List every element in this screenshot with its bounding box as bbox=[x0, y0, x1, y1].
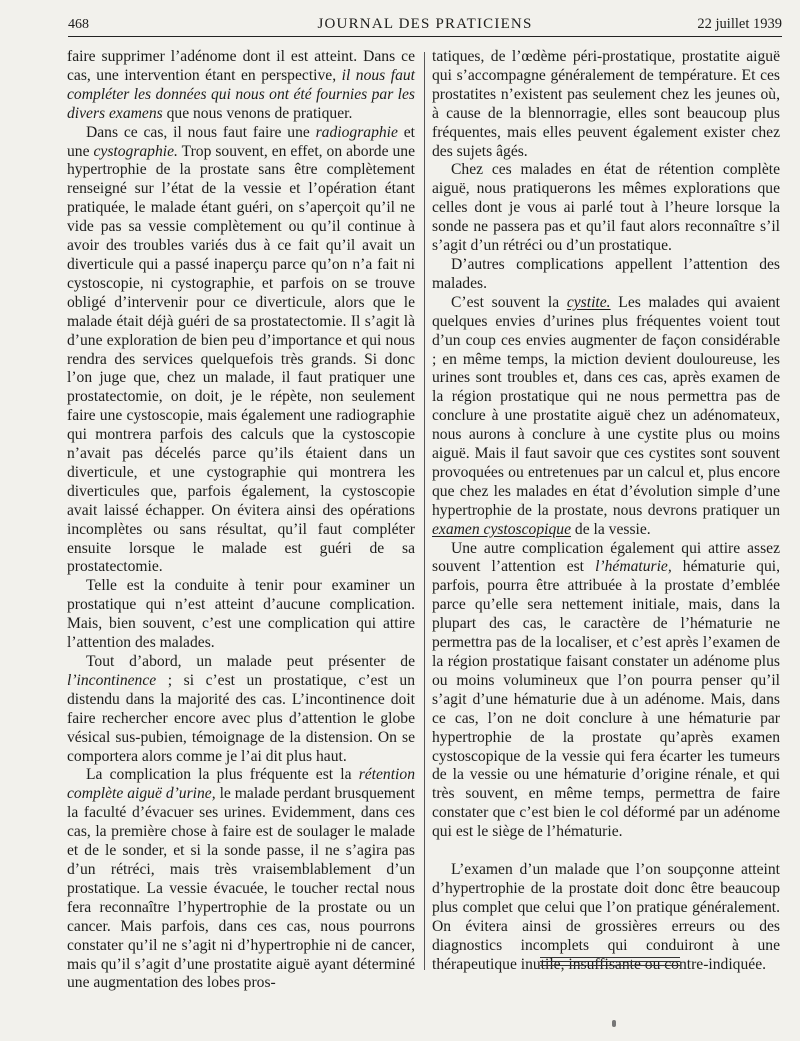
text-run: La complication la plus fréquente est la bbox=[86, 766, 359, 784]
page-number: 468 bbox=[68, 17, 89, 32]
italic-text: il nous faut compléter les données qui nous ont été fournies par les divers examens bbox=[67, 66, 415, 122]
closing-rule bbox=[540, 961, 680, 962]
print-speck bbox=[612, 1020, 616, 1027]
text-run: C’est souvent la bbox=[451, 293, 567, 311]
italic-text: cystographie. bbox=[93, 142, 178, 160]
journal-title: JOURNAL DES PRATICIENS bbox=[317, 16, 533, 32]
paragraph: Telle est la conduite à tenir pour examiner un prostatique qui n’est atteint d’aucune complication. Mais, bien souvent, c’est une complication qui attire l’attention des malades. bbox=[67, 577, 415, 652]
paragraph bbox=[67, 653, 415, 766]
italic-text: examen cystoscopique bbox=[432, 520, 571, 538]
text-run: que nous venons de pratiquer. bbox=[162, 104, 353, 122]
text-run: Une autre complication également qui attire assez souvent l’attention est bbox=[432, 539, 780, 576]
italic-text: l’incontinence bbox=[67, 671, 157, 689]
closing-rule bbox=[540, 957, 680, 958]
paragraph: D’autres complications appellent l’attention des malades. bbox=[432, 255, 780, 292]
text-run: Dans ce cas, il nous faut faire une bbox=[86, 123, 316, 141]
paragraph: L’examen d’un malade que l’on soupçonne atteint d’hypertrophie de la prostate doit donc être beaucoup plus complet que celui que l’on pratique généralement. On évitera ainsi de grossières erreurs ou des diagnostics incomplets qui conduiront à une thérapeutique inutile, insuffisante ou contre-indiquée. bbox=[432, 861, 780, 973]
paragraph bbox=[67, 48, 415, 124]
left-column bbox=[67, 48, 415, 993]
text-run: et une bbox=[67, 123, 415, 160]
page-header bbox=[68, 14, 782, 37]
italic-text: rétention complète aiguë d’urine, bbox=[67, 766, 415, 803]
text-run: de la vessie. bbox=[571, 520, 651, 538]
column-divider bbox=[424, 52, 425, 970]
text-run: ; si c’est un prostatique, c’est un distendu dans la majorité des cas. L’incontinence doit faire rechercher encore avec plus d’attention le globe vésical sus-pubien, témoignage de la distension. On se comportera alors comme je l’ai dit plus haut. bbox=[67, 671, 415, 765]
paragraph bbox=[432, 294, 780, 540]
text-run: Les malades qui avaient quelques envies d’urines plus fréquentes voient tout d’un coup ces envies augmenter de façon considérable ; en même temps, la miction devient douloureuse, les urines sont troubles et, dans ces cas, après examen de la région prostatique qui ne nous permettra pas de conclure à une prostatite aiguë chez un adénomateux, nous aurons à conclure à une cystite plus ou moins aiguë. Mais il faut savoir que ces cystites sont souvent provoquées ou entretenues par un calcul et, plus encore que chez les malades en état d’évolution simple d’une hypertrophie de la prostate, nous devrons pratiquer un bbox=[432, 293, 781, 519]
text-run: le malade perdant brusquement la faculté d’évacuer ses urines. Evidemment, dans ces cas, la première chose à faire est de soulager le malade et de le sonder, et si la sonde passe, il ne s’agira pas d’un rétréci, mais très vraisemblablement d’un prostatique. La vessie évacuée, le toucher rectal nous fera reconnaître l’hypertrophie de la prostate ou un cancer. Mais parfois, dans ces cas, nous pourrons constater qu’il ne s’agit ni d’hypertrophie ni de cancer, mais qu’il s’agit d’une prostatite aiguë ayant déterminé une augmentation des lobes pros- bbox=[67, 785, 415, 992]
italic-text: radiographie bbox=[315, 123, 398, 141]
text-run: faire supprimer l’adénome dont il est atteint. Dans ce cas, une intervention étant en perspective, bbox=[67, 48, 415, 84]
paragraph bbox=[432, 540, 780, 843]
italic-text: cystite. bbox=[566, 293, 611, 311]
closing-rule bbox=[540, 965, 680, 966]
right-column bbox=[432, 48, 780, 975]
text-run: hématurie qui, parfois, pourra être attribuée à la prostate d’emblée parce qu’elle sera nettement initiale, mais, dans la plupart des cas, le caractère de l’hématurie ne permettra pas de la localiser, et c’est après l’examen de la région prostatique faisant constater un adénome plus ou moins volumineux que l’on pourra penser qu’il s’agit d’une hématurie due à un adénome. Mais, dans ce cas, l’on ne doit conclure à une hématurie par hypertrophie de la prostate qu’après examen cystoscopique de la vessie qui fera écarter les tumeurs de la vessie ou une hématurie d’origine rénale, et qui très souvent, en même temps, permettra de faire constater que c’est bien le col déformé par un adénome qui est le siège de l’hématurie. bbox=[432, 558, 781, 841]
paragraph bbox=[67, 124, 415, 578]
italic-text: l’hématurie, bbox=[595, 558, 672, 576]
issue-date: 22 juillet 1939 bbox=[697, 16, 782, 32]
paragraph bbox=[67, 766, 415, 993]
text-run: Trop souvent, en effet, on aborde une hypertrophie de la prostate sans être complètement renseigné sur l’état de la vessie et l’opération étant pratiquée, le malade étant guéri, on s’aperçoit qu’il ne vide pas sa vessie complètement ou qu’il continue à avoir des troubles variés dus à ce fait qu’il avait un diverticule qui a passé inaperçu parce qu’on n’a fait ni cystoscopie, ni cystographie, et parfois on se trouve obligé d’intervenir pour ce diverticule, alors que le malade était déjà guéri de sa prostatectomie. Il s’agit là d’une exploration de bien peu d’importance et qui nous rendra des services quelquefois très grands. Si donc l’on juge que, chez un malade, il faut pratiquer une prostatectomie, on doit, je le répète, non seulement faire une cystoscopie, mais également une radiographie qui montrera parfois des calculs que la cystoscopie n’avait pas décelés parce qu’ils étaient dans un diverticule, et une cystographie qui montrera les diverticules que, parfois également, la cystoscopie avait laissé échapper. On évitera ainsi des opérations incomplètes ou sans résultat, qu’il faut compléter ensuite lorsque le malade est guéri de sa prostatectomie. bbox=[67, 142, 415, 576]
paragraph: Chez ces malades en état de rétention complète aiguë, nous pratiquerons les mêmes explorations que celles dont je vous ai parlé tout à l’heure lorsque la sonde ne passera pas et qu’il faut alors reconnaître s’il s’agit d’un rétréci ou d’un prostatique. bbox=[432, 161, 780, 255]
text-run: Tout d’abord, un malade peut présenter de bbox=[86, 653, 415, 670]
paragraph: tatiques, de l’œdème péri-prostatique, prostatite aiguë qui s’accompagne généralement de température. Et ces prostatites n’existent pas seulement chez les jeunes où, à cause de la blennorragie, elles sont beaucoup plus fréquentes, mais elles peuvent également exister chez des sujets âgés. bbox=[432, 48, 780, 160]
